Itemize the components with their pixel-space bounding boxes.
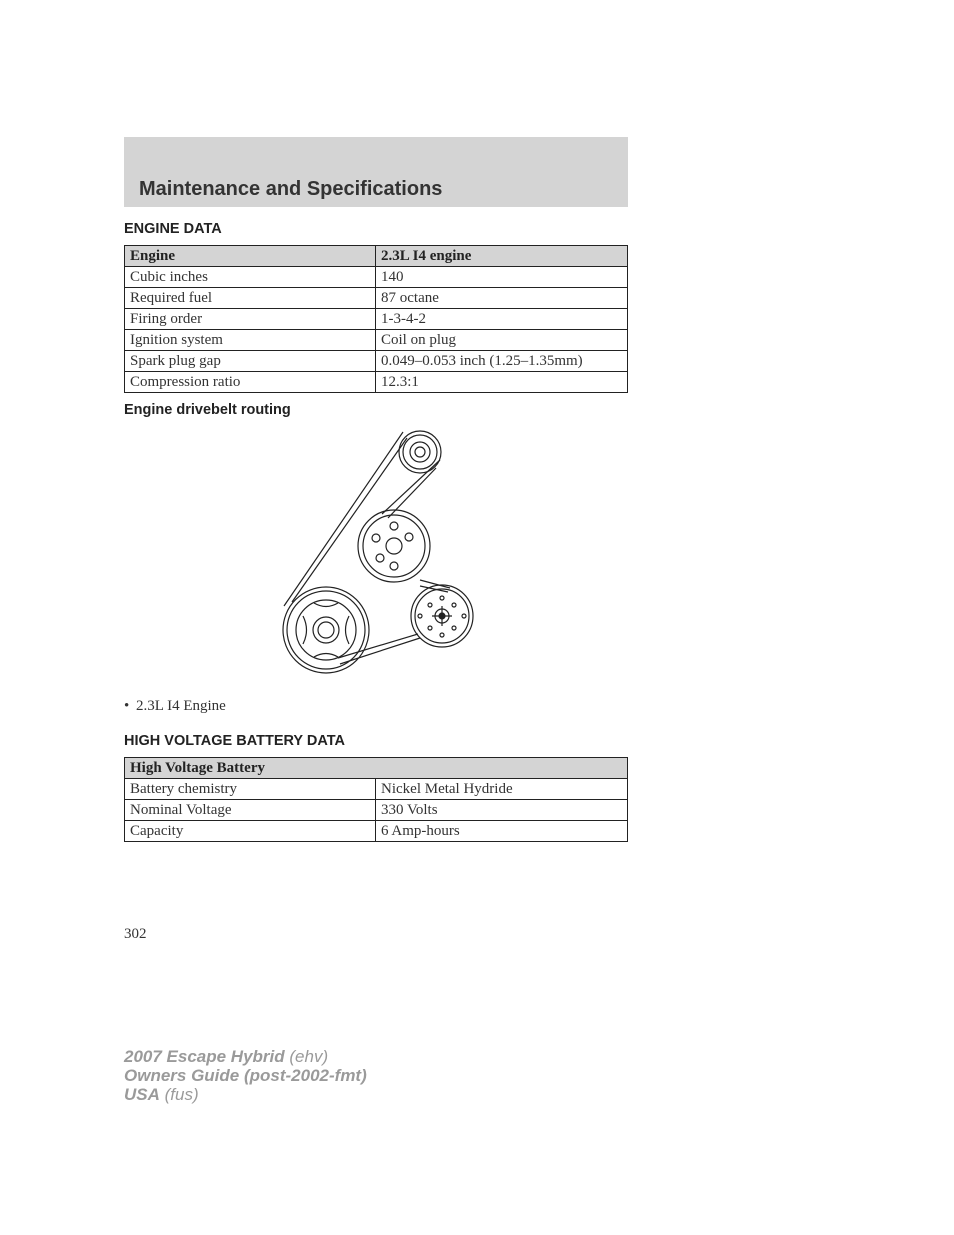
belt-line bbox=[284, 432, 403, 606]
table-row bbox=[125, 309, 628, 330]
table-cell: 1-3-4-2 bbox=[376, 309, 628, 330]
page-number: 302 bbox=[124, 926, 147, 942]
table-cell: 140 bbox=[376, 267, 628, 288]
footer-guide: Owners Guide (post-2002-fmt) bbox=[124, 1066, 367, 1085]
footer-market-code: (fus) bbox=[164, 1085, 199, 1104]
table-header-row bbox=[125, 246, 628, 267]
table-cell: Cubic inches bbox=[125, 267, 376, 288]
bullet-text: 2.3L I4 Engine bbox=[136, 698, 226, 714]
table-cell: Nickel Metal Hydride bbox=[376, 779, 628, 800]
accessory-pulley bbox=[411, 585, 473, 647]
table-cell: Firing order bbox=[125, 309, 376, 330]
list-item bbox=[124, 698, 226, 715]
footer-model-code: (ehv) bbox=[289, 1047, 329, 1066]
battery-data-table bbox=[124, 757, 628, 842]
belt-line bbox=[338, 634, 418, 658]
table-cell: Required fuel bbox=[125, 288, 376, 309]
engine-data-heading: ENGINE DATA bbox=[124, 221, 222, 237]
table-cell: 330 Volts bbox=[376, 800, 628, 821]
table-cell: 0.049–0.053 inch (1.25–1.35mm) bbox=[376, 351, 628, 372]
table-row bbox=[125, 351, 628, 372]
table-header-cell: 2.3L I4 engine bbox=[376, 246, 628, 267]
belt-line bbox=[382, 460, 440, 514]
top-pulley bbox=[399, 431, 441, 473]
crankshaft-pulley bbox=[283, 587, 369, 673]
table-cell: Spark plug gap bbox=[125, 351, 376, 372]
footer bbox=[124, 1047, 367, 1104]
table-cell: Capacity bbox=[125, 821, 376, 842]
table-row bbox=[125, 372, 628, 393]
table-cell: Coil on plug bbox=[376, 330, 628, 351]
footer-market: USA bbox=[124, 1085, 160, 1104]
table-cell: Nominal Voltage bbox=[125, 800, 376, 821]
idler-pulley bbox=[358, 510, 430, 582]
table-cell: 6 Amp-hours bbox=[376, 821, 628, 842]
table-header-cell: Engine bbox=[125, 246, 376, 267]
drivebelt-heading: Engine drivebelt routing bbox=[124, 402, 291, 418]
table-row bbox=[125, 330, 628, 351]
table-cell: Ignition system bbox=[125, 330, 376, 351]
battery-data-heading: HIGH VOLTAGE BATTERY DATA bbox=[124, 733, 345, 749]
table-header-cell: High Voltage Battery bbox=[125, 758, 628, 779]
table-row bbox=[125, 821, 628, 842]
bullet-icon: • bbox=[124, 698, 130, 714]
footer-line bbox=[124, 1085, 367, 1104]
section-header-band bbox=[124, 137, 628, 207]
drivebelt-routing-diagram-icon bbox=[270, 420, 480, 680]
footer-model: 2007 Escape Hybrid bbox=[124, 1047, 285, 1066]
table-cell: Compression ratio bbox=[125, 372, 376, 393]
table-cell: 87 octane bbox=[376, 288, 628, 309]
table-row bbox=[125, 288, 628, 309]
table-row bbox=[125, 800, 628, 821]
footer-line bbox=[124, 1066, 367, 1085]
belt-line bbox=[340, 638, 420, 664]
table-row bbox=[125, 267, 628, 288]
table-header-row bbox=[125, 758, 628, 779]
table-row bbox=[125, 779, 628, 800]
table-cell: 12.3:1 bbox=[376, 372, 628, 393]
belt-line bbox=[292, 438, 407, 602]
table-cell: Battery chemistry bbox=[125, 779, 376, 800]
page-title: Maintenance and Specifications bbox=[139, 178, 443, 200]
engine-data-table bbox=[124, 245, 628, 393]
footer-line bbox=[124, 1047, 367, 1066]
